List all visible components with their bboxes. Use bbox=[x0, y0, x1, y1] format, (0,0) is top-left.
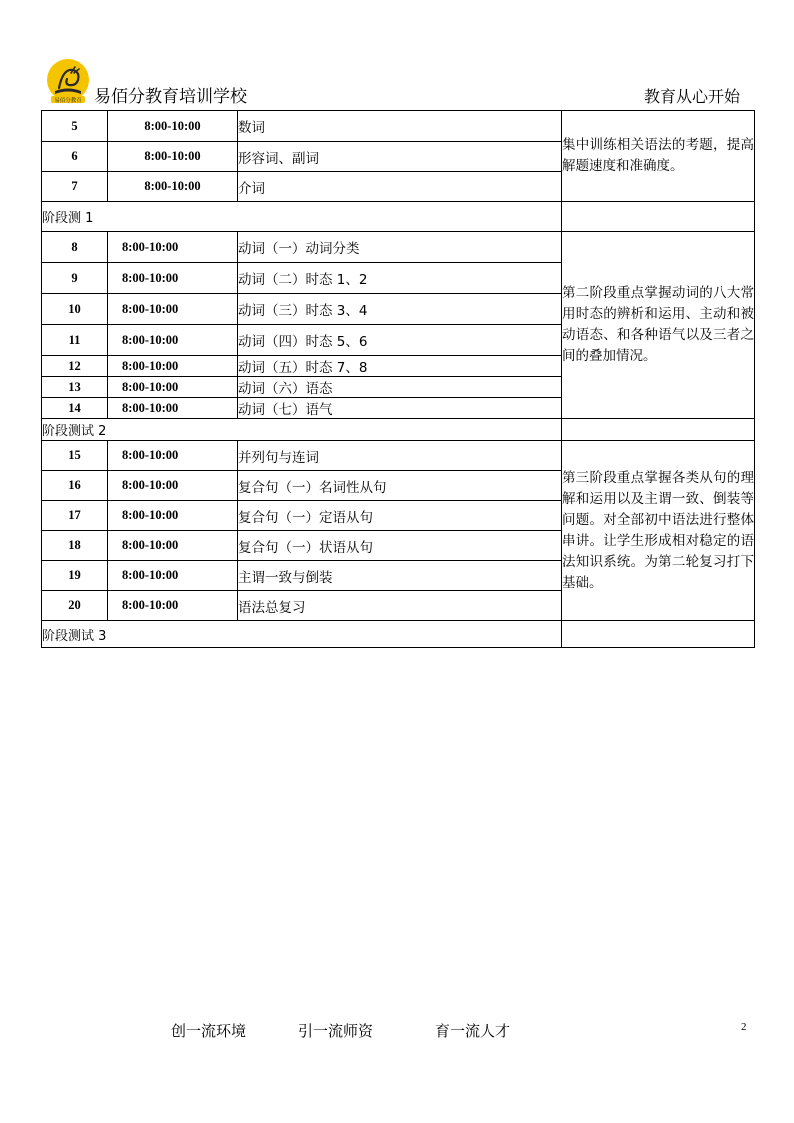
lesson-time: 8:00-10:00 bbox=[108, 591, 238, 621]
stage-test-3: 阶段测试 3 bbox=[42, 621, 562, 648]
lesson-topic: 介词 bbox=[238, 172, 562, 202]
lesson-number: 8 bbox=[42, 232, 108, 263]
lesson-number: 19 bbox=[42, 561, 108, 591]
lesson-topic: 复合句（一）定语从句 bbox=[238, 501, 562, 531]
lesson-topic: 并列句与连词 bbox=[238, 441, 562, 471]
lesson-topic: 形容词、副词 bbox=[238, 142, 562, 172]
logo-text: 易佰分教育 bbox=[54, 98, 82, 104]
lesson-topic: 复合句（一）名词性从句 bbox=[238, 471, 562, 501]
lesson-topic: 数词 bbox=[238, 111, 562, 142]
lesson-topic: 动词（二）时态 1、2 bbox=[238, 263, 562, 294]
page-number: 2 bbox=[741, 1021, 747, 1033]
header-slogan: 教育从心开始 bbox=[644, 87, 741, 106]
lesson-number: 10 bbox=[42, 294, 108, 325]
stage-2-note: 第二阶段重点掌握动词的八大常用时态的辨析和运用、主动和被动语态、和各种语气以及三者之间的叠加情况。 bbox=[562, 232, 755, 419]
lesson-number: 9 bbox=[42, 263, 108, 294]
course-schedule-table bbox=[41, 110, 755, 648]
school-logo-icon bbox=[45, 58, 91, 104]
lesson-number: 18 bbox=[42, 531, 108, 561]
lesson-number: 15 bbox=[42, 441, 108, 471]
stage-1-note: 集中训练相关语法的考题，提高解题速度和准确度。 bbox=[562, 111, 755, 202]
lesson-time: 8:00-10:00 bbox=[108, 325, 238, 356]
table-row bbox=[42, 111, 755, 142]
lesson-time: 8:00-10:00 bbox=[108, 531, 238, 561]
stage-test-row bbox=[42, 419, 755, 441]
lesson-number: 6 bbox=[42, 142, 108, 172]
lesson-time: 8:00-10:00 bbox=[108, 441, 238, 471]
lesson-topic: 动词（一）动词分类 bbox=[238, 232, 562, 263]
footer-slogan-2: 引一流师资 bbox=[298, 1022, 374, 1040]
lesson-time: 8:00-10:00 bbox=[108, 501, 238, 531]
lesson-time: 8:00-10:00 bbox=[108, 294, 238, 325]
lesson-topic: 语法总复习 bbox=[238, 591, 562, 621]
empty-cell bbox=[562, 621, 755, 648]
lesson-number: 12 bbox=[42, 356, 108, 377]
lesson-time: 8:00-10:00 bbox=[108, 111, 238, 142]
lesson-time: 8:00-10:00 bbox=[108, 377, 238, 398]
lesson-number: 11 bbox=[42, 325, 108, 356]
stage-3-note: 第三阶段重点掌握各类从句的理解和运用以及主谓一致、倒装等问题。对全部初中语法进行整体串讲。让学生形成相对稳定的语法知识系统。为第二轮复习打下基础。 bbox=[562, 441, 755, 621]
school-name: 易佰分教育培训学校 bbox=[94, 87, 247, 107]
lesson-topic: 动词（五）时态 7、8 bbox=[238, 356, 562, 377]
lesson-time: 8:00-10:00 bbox=[108, 172, 238, 202]
footer-slogan-3: 育一流人才 bbox=[435, 1022, 511, 1040]
lesson-time: 8:00-10:00 bbox=[108, 471, 238, 501]
lesson-number: 5 bbox=[42, 111, 108, 142]
lesson-topic: 动词（三）时态 3、4 bbox=[238, 294, 562, 325]
lesson-time: 8:00-10:00 bbox=[108, 142, 238, 172]
stage-test-row bbox=[42, 202, 755, 232]
lesson-number: 17 bbox=[42, 501, 108, 531]
stage-test-1: 阶段测 1 bbox=[42, 202, 562, 232]
footer-slogan-1: 创一流环境 bbox=[171, 1022, 247, 1040]
lesson-time: 8:00-10:00 bbox=[108, 356, 238, 377]
lesson-topic: 动词（六）语态 bbox=[238, 377, 562, 398]
lesson-topic: 复合句（一）状语从句 bbox=[238, 531, 562, 561]
lesson-time: 8:00-10:00 bbox=[108, 263, 238, 294]
lesson-time: 8:00-10:00 bbox=[108, 398, 238, 419]
lesson-topic: 动词（七）语气 bbox=[238, 398, 562, 419]
empty-cell bbox=[562, 202, 755, 232]
stage-test-2: 阶段测试 2 bbox=[42, 419, 562, 441]
table-row bbox=[42, 232, 755, 263]
lesson-time: 8:00-10:00 bbox=[108, 561, 238, 591]
lesson-number: 7 bbox=[42, 172, 108, 202]
lesson-time: 8:00-10:00 bbox=[108, 232, 238, 263]
lesson-number: 13 bbox=[42, 377, 108, 398]
empty-cell bbox=[562, 419, 755, 441]
lesson-number: 14 bbox=[42, 398, 108, 419]
stage-test-row bbox=[42, 621, 755, 648]
table-row bbox=[42, 441, 755, 471]
lesson-topic: 主谓一致与倒装 bbox=[238, 561, 562, 591]
lesson-topic: 动词（四）时态 5、6 bbox=[238, 325, 562, 356]
lesson-number: 20 bbox=[42, 591, 108, 621]
lesson-number: 16 bbox=[42, 471, 108, 501]
